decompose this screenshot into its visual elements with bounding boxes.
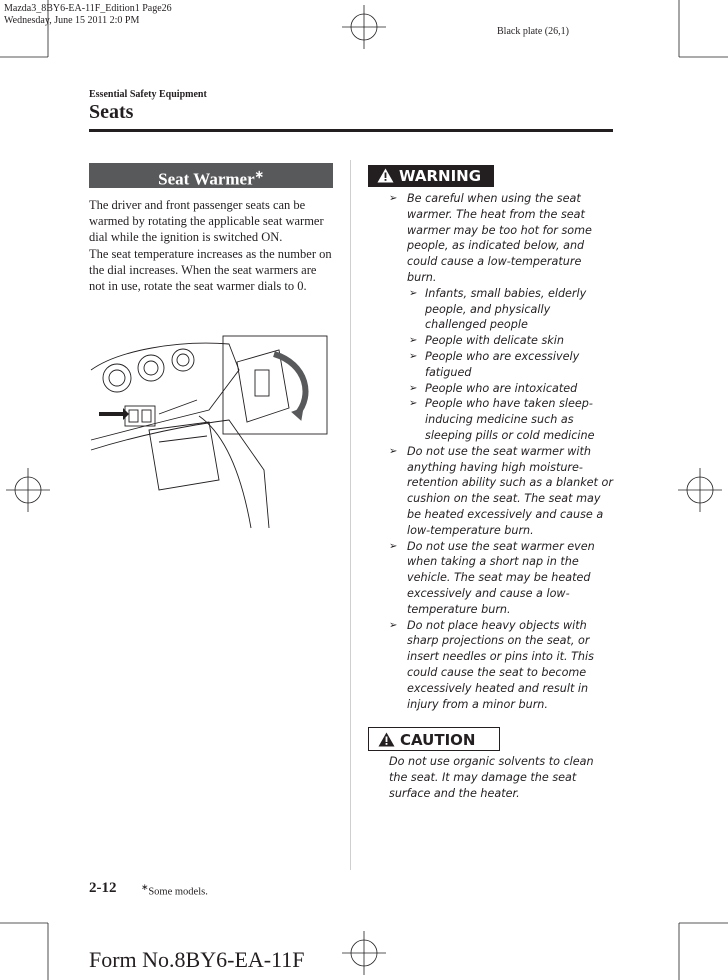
warning-label [368,165,494,187]
vent-dial-icon [138,355,164,381]
warning-item: ➢ Do not use the seat warmer with anything having high moisture-retention ability such as a blanket or cushion on the seat. The seat may be heated excessively and cause a low-temperature burn. [387,444,613,539]
rotation-arrowhead [292,408,303,420]
warning-triangle-icon [377,168,394,183]
caution-label [368,727,500,751]
vent-dial-inner [144,361,158,375]
print-slug-line1: Mazda3_8BY6-EA-11F_Edition1 Page26 [4,3,172,14]
rotation-arrow-icon [274,354,306,414]
warning-item: ➢ Do not place heavy objects with sharp projections on the seat, or insert needles or pins into it. This could cause the seat to become excessively heated and result in injury from a minor burn. [387,618,613,713]
warning-subitem: ➢ People with delicate skin [407,333,613,349]
seat-warmer-illustration [89,330,333,530]
section-label: Essential Safety Equipment [89,89,207,100]
console-edge [159,400,197,414]
column-divider [350,160,351,870]
vent-dial-icon [103,364,131,392]
pointer-arrow-icon [99,408,129,420]
caution-label-text: CAUTION [400,731,476,749]
vent-dial-icon [172,349,194,371]
subsection-heading [89,163,333,188]
caution-text: Do not use organic solvents to clean the seat. It may damage the seat surface and the heater. [389,755,594,800]
warning-label-text: WARNING [399,167,482,185]
subsection-heading-text: Seat Warmer [158,169,255,189]
footnote-mark: ∗ [141,882,149,892]
header-rule [89,129,613,132]
page-number: 2-12 [89,880,117,896]
body-paragraph: The driver and front passenger seats can be warmed by rotating the applicable seat warmer dial while the ignition is switched ON. [89,198,324,245]
warning-subitem: ➢ People who have taken sleep-inducing medicine such as sleeping pills or cold medicine [407,396,613,443]
body-paragraph: The seat temperature increases as the number on the dial increases. When the seat warmers are not in use, rotate the seat warmer dials to 0. [89,246,332,294]
inset-switch-panel [237,350,289,422]
warning-item-text: Be careful when using the seat warmer. The heat from the seat warmer may be too hot for some people, as indicated below, and could cause a low-temperature burn. [407,192,592,284]
warning-subitem: ➢ Infants, small babies, elderly people, and physically challenged people [407,286,613,333]
vent-dial-inner [109,370,125,386]
warning-subitem: ➢ People who are intoxicated [407,381,613,397]
footnote [141,882,208,898]
caution-triangle-icon [378,732,395,747]
warning-item [387,191,613,444]
footnote-text: Some models. [148,886,208,898]
form-number: Form No.8BY6-EA-11F [89,947,305,972]
print-slug-line2: Wednesday, June 15 2011 2:0 PM [4,15,140,26]
plate-label: Black plate (26,1) [497,26,569,37]
warning-subitem: ➢ People who are excessively fatigued [407,349,613,381]
page-title: Seats [89,101,134,123]
heading-footnote-mark: ∗ [254,169,264,181]
console-outline [91,420,269,528]
vent-dial-inner [177,354,189,366]
console-edge [199,416,251,528]
warning-item: ➢ Do not use the seat warmer even when taking a short nap in the vehicle. The seat may be heated excessively and cause a low-temperature burn. [387,539,613,618]
warning-list [387,191,613,712]
switch-panel [125,406,155,426]
body-text [89,197,333,294]
cup-holder-edge [159,436,207,442]
inset-dial-icon [255,370,269,396]
seat-warmer-dial-icon [142,410,151,422]
seat-warmer-dial-icon [129,410,138,422]
